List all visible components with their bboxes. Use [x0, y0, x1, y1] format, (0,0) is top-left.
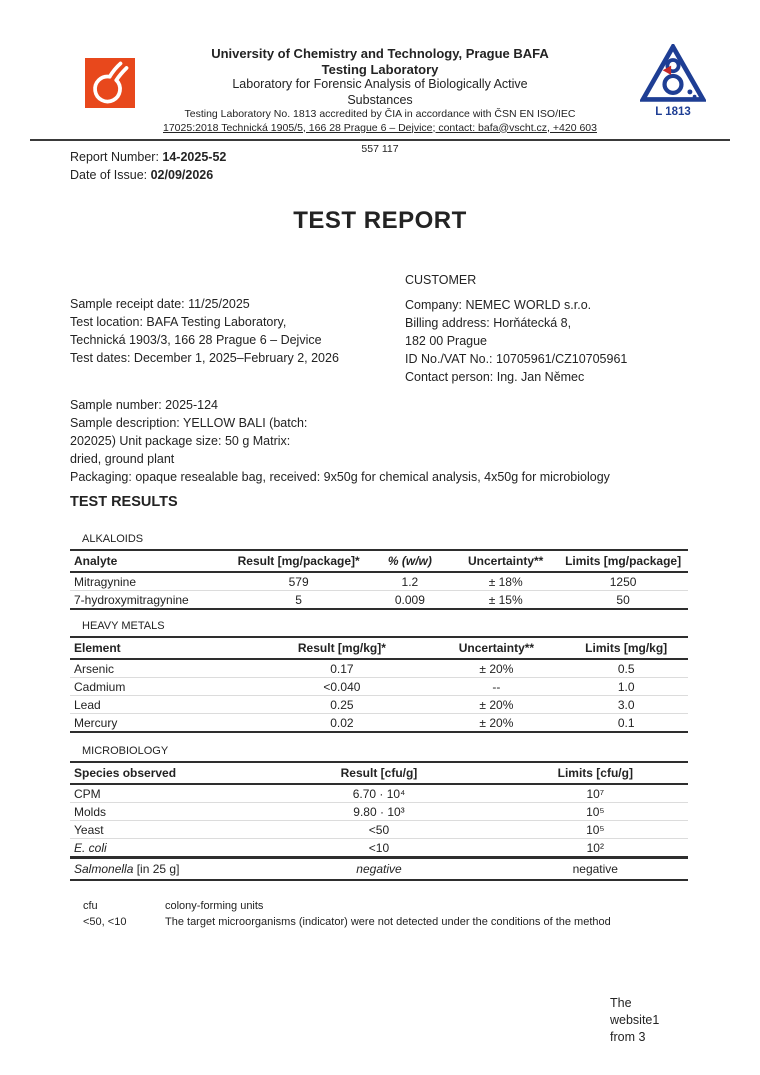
customer-vat: ID No./VAT No.: 10705961/CZ10705961 [405, 352, 628, 366]
column-header: Result [cfu/g] [255, 762, 502, 784]
test-location-line1: Test location: BAFA Testing Laboratory, [70, 315, 287, 329]
alkaloids-table [70, 549, 688, 610]
table-cell: 10⁵ [503, 803, 688, 821]
salmonella-suffix: [in 25 g] [133, 862, 180, 876]
report-number-value: 14-2025-52 [162, 150, 227, 164]
table-row [70, 784, 688, 803]
footnotes [83, 898, 683, 930]
test-results-heading: TEST RESULTS [70, 494, 178, 510]
table-cell: Arsenic [70, 659, 255, 678]
column-header: % (w/w) [367, 550, 454, 572]
table-cell: 10⁷ [503, 784, 688, 803]
table-cell: ± 20% [428, 659, 564, 678]
table-cell: 6.70 · 10⁴ [255, 784, 502, 803]
table-row [70, 591, 688, 610]
page-title: TEST REPORT [293, 207, 467, 234]
customer-city: 182 00 Prague [405, 334, 488, 348]
alkaloids-section [70, 533, 688, 610]
accreditation-line2: 17025:2018 Technická 1905/5, 166 28 Prague 6 – Dejvice; contact: bafa@vscht.cz, +420 603 [163, 121, 597, 134]
table-cell: 0.17 [255, 659, 428, 678]
customer-contact: Contact person: Ing. Jan Němec [405, 370, 585, 384]
customer-company: Company: NEMEC WORLD s.r.o. [405, 298, 592, 312]
page-number-line2: website1 [610, 1013, 660, 1027]
salmonella-result: negative [255, 859, 502, 881]
table-header-row [70, 762, 688, 784]
column-header: Species observed [70, 762, 255, 784]
table-cell: ± 18% [453, 572, 558, 591]
table-row [70, 859, 688, 881]
footnote-term: <50, <10 [83, 916, 127, 928]
table-cell: 0.5 [564, 659, 688, 678]
table-cell: 10⁵ [503, 821, 688, 839]
table-cell: CPM [70, 784, 255, 803]
column-header: Limits [cfu/g] [503, 762, 688, 784]
report-number-line [70, 148, 226, 166]
test-dates: Test dates: December 1, 2025–February 2, 2026 [70, 351, 339, 365]
lab-letterhead [150, 46, 610, 135]
salmonella-limit: negative [503, 859, 688, 881]
header-divider [30, 139, 730, 141]
footnote-definition: colony-forming units [165, 900, 264, 912]
lab-title: Testing Laboratory [321, 61, 439, 77]
microbiology-section [70, 745, 688, 858]
table-row [70, 572, 688, 591]
column-header: Analyte [70, 550, 231, 572]
table-cell: -- [428, 678, 564, 696]
table-cell: 1.2 [367, 572, 454, 591]
table-cell: 7-hydroxymitragynine [70, 591, 231, 610]
table-cell: <0.040 [255, 678, 428, 696]
customer-block [405, 271, 695, 386]
table-row [70, 696, 688, 714]
table-cell: ± 20% [428, 696, 564, 714]
lab-subtitle-line1: Laboratory for Forensic Analysis of Biologically Active [232, 77, 528, 91]
heavy-metals-section [70, 620, 688, 733]
salmonella-species-cell [70, 859, 255, 881]
table-row [70, 839, 688, 858]
lab-subtitle-line2: Substances [347, 92, 413, 107]
phone-continuation: 557 117 [361, 143, 399, 155]
table-row [70, 714, 688, 733]
table-cell: 10² [503, 839, 688, 858]
table-cell: ± 20% [428, 714, 564, 733]
table-cell: 0.1 [564, 714, 688, 733]
sample-description-line1: Sample description: YELLOW BALI (batch: [70, 416, 308, 430]
customer-billing-address: Billing address: Horňátecká 8, [405, 316, 572, 330]
university-name: University of Chemistry and Technology, Prague BAFA [211, 46, 549, 61]
page-number-line1: The [610, 996, 632, 1010]
heavy-metals-table [70, 636, 688, 733]
column-header: Element [70, 637, 255, 659]
column-header: Limits [mg/package] [558, 550, 688, 572]
table-cell: <50 [255, 821, 502, 839]
table-cell: <10 [255, 839, 502, 858]
footnote-detection [83, 914, 683, 930]
table-cell: 5 [231, 591, 367, 610]
sample-info-block [70, 295, 400, 367]
issue-date-label: Date of Issue: [70, 168, 151, 182]
heavy-metals-label: HEAVY METALS [82, 620, 165, 632]
table-row [70, 659, 688, 678]
table-cell: Cadmium [70, 678, 255, 696]
table-cell: 3.0 [564, 696, 688, 714]
sample-receipt-date: Sample receipt date: 11/25/2025 [70, 297, 250, 311]
cia-accreditation-mark [633, 44, 713, 118]
table-cell: 0.02 [255, 714, 428, 733]
table-cell: 1250 [558, 572, 688, 591]
table-row [70, 803, 688, 821]
salmonella-section [70, 858, 688, 881]
table-cell: E. coli [70, 839, 255, 858]
column-header: Uncertainty** [453, 550, 558, 572]
table-cell: ± 15% [453, 591, 558, 610]
table-row [70, 678, 688, 696]
table-cell: Mercury [70, 714, 255, 733]
table-cell: 0.009 [367, 591, 454, 610]
column-header: Limits [mg/kg] [564, 637, 688, 659]
uct-prague-logo-icon [85, 50, 135, 116]
salmonella-species: Salmonella [74, 862, 134, 876]
table-cell: 1.0 [564, 678, 688, 696]
sample-description-line2: 202025) Unit package size: 50 g Matrix: [70, 434, 291, 448]
salmonella-table [70, 858, 688, 881]
table-row [70, 821, 688, 839]
table-cell: 579 [231, 572, 367, 591]
table-header-row [70, 637, 688, 659]
column-header: Uncertainty** [428, 637, 564, 659]
accreditation-badge-label: L 1813 [655, 106, 691, 118]
column-header: Result [mg/package]* [231, 550, 367, 572]
issue-date-value: 02/09/2026 [150, 168, 214, 182]
issue-date-line [70, 166, 226, 184]
cia-triangle-logo-icon [640, 44, 706, 106]
microbiology-label: MICROBIOLOGY [82, 745, 169, 757]
table-cell: 50 [558, 591, 688, 610]
customer-heading: CUSTOMER [405, 273, 477, 287]
page-number-block [610, 995, 659, 1046]
test-location-line2: Technická 1903/3, 166 28 Prague 6 – Dejvice [70, 333, 322, 347]
table-cell: Yeast [70, 821, 255, 839]
table-cell: 0.25 [255, 696, 428, 714]
table-cell: Mitragynine [70, 572, 231, 591]
microbiology-table [70, 761, 688, 858]
footnote-term: cfu [83, 900, 98, 912]
table-cell: 9.80 · 10³ [255, 803, 502, 821]
sample-packaging: Packaging: opaque resealable bag, received: 9x50g for chemical analysis, 4x50g for microbiology [70, 470, 610, 484]
table-cell: Lead [70, 696, 255, 714]
footnote-definition: The target microorganisms (indicator) were not detected under the conditions of the method [165, 916, 611, 928]
footnote-cfu [83, 898, 683, 914]
accreditation-line1: Testing Laboratory No. 1813 accredited by ČIA in accordance with ČSN EN ISO/IEC [184, 108, 576, 120]
sample-matrix: dried, ground plant [70, 452, 175, 466]
report-meta [70, 148, 226, 184]
page-number-line3: from 3 [610, 1030, 646, 1044]
sample-description-block [70, 396, 690, 486]
sample-number: Sample number: 2025-124 [70, 398, 219, 412]
column-header: Result [mg/kg]* [255, 637, 428, 659]
table-header-row [70, 550, 688, 572]
table-cell: Molds [70, 803, 255, 821]
report-number-label: Report Number: [70, 150, 163, 164]
alkaloids-label: ALKALOIDS [82, 533, 144, 545]
